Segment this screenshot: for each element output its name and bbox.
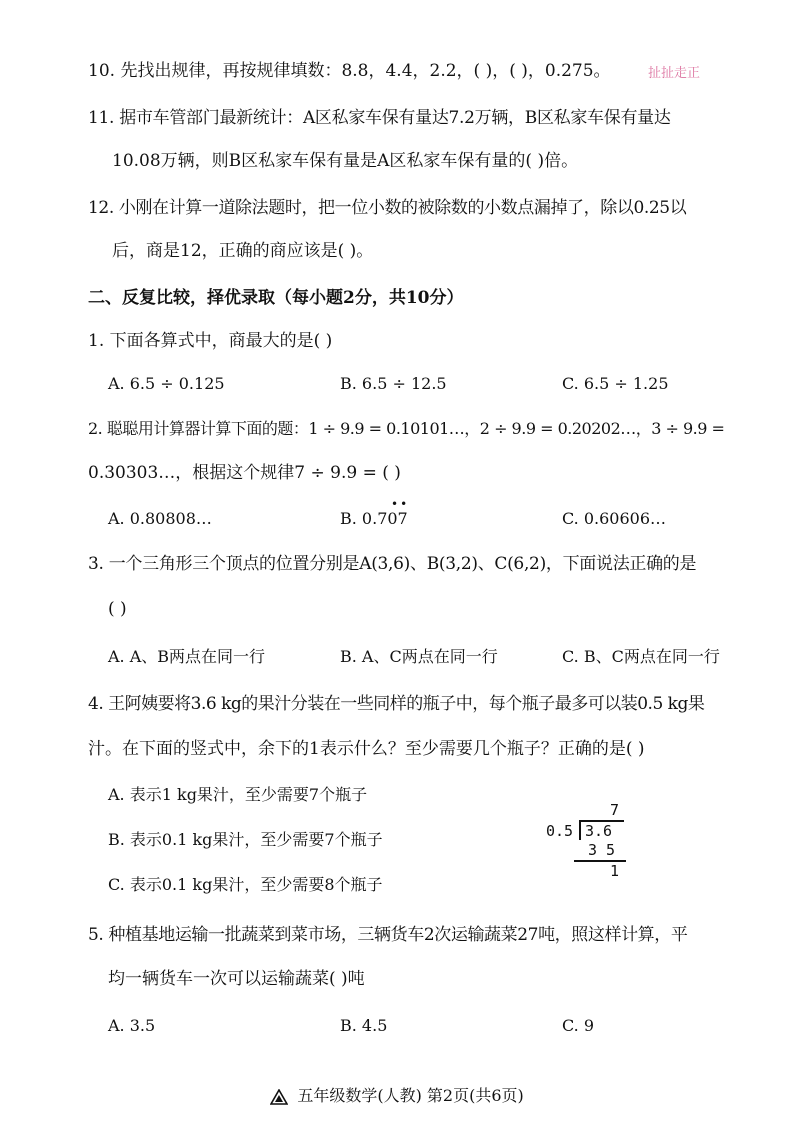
mc-1-stem: 1. 下面各算式中，商最大的是( ) bbox=[88, 331, 333, 351]
mc-3-line1: 3. 一个三角形三个顶点的位置分别是A(3,6)、B(3,2)、C(6,2)，下面说法正确的是 bbox=[88, 554, 697, 574]
mc-2-option-b: B. 0.707 bbox=[340, 509, 408, 528]
mc-5-option-c: C. 9 bbox=[562, 1016, 595, 1035]
question-12-line2: 后，商是12，正确的商应该是( )。 bbox=[112, 241, 374, 261]
division-divisor: 0.5 bbox=[546, 822, 574, 840]
footer-text: 五年级数学(人教) 第2页(共6页) bbox=[297, 1086, 524, 1105]
division-dividend: 3.6 bbox=[585, 822, 613, 840]
mc-5-option-b: B. 4.5 bbox=[340, 1016, 388, 1035]
mc-5-option-a: A. 3.5 bbox=[108, 1016, 156, 1035]
publisher-logo-icon bbox=[270, 1089, 288, 1105]
mc-1-option-a: A. 6.5 ÷ 0.125 bbox=[108, 374, 225, 393]
repeating-decimal-dots: •• bbox=[391, 497, 410, 511]
mc-3-option-c: C. B、C两点在同一行 bbox=[562, 647, 720, 666]
division-bracket bbox=[579, 820, 581, 840]
mc-2-option-a: A. 0.80808… bbox=[108, 509, 212, 528]
corner-stamp: 扯扯走正 bbox=[648, 66, 701, 81]
mc-5-line1: 5. 种植基地运输一批蔬菜到菜市场，三辆货车2次运输蔬菜27吨，照这样计算，平 bbox=[88, 925, 688, 945]
section-2-header: 二、反复比较，择优录取（每小题2分，共10分） bbox=[88, 288, 464, 308]
mc-4-option-c: C. 表示0.1 kg果汁，至少需要8个瓶子 bbox=[108, 875, 383, 894]
mc-1-option-c: C. 6.5 ÷ 1.25 bbox=[562, 374, 669, 393]
division-quotient: 7 bbox=[610, 801, 620, 819]
question-10: 10. 先找出规律，再按规律填数：8.8，4.4，2.2，( )，( )，0.275。 bbox=[88, 61, 611, 81]
page-footer bbox=[0, 1085, 794, 1107]
mc-4-option-b: B. 表示0.1 kg果汁，至少需要7个瓶子 bbox=[108, 830, 383, 849]
mc-4-line2: 汁。在下面的竖式中，余下的1表示什么？至少需要几个瓶子？正确的是( ) bbox=[88, 739, 645, 759]
mc-1-option-b: B. 6.5 ÷ 12.5 bbox=[340, 374, 447, 393]
mc-2-line2: 0.30303…，根据这个规律7 ÷ 9.9 = ( ) bbox=[88, 463, 401, 483]
mc-4-option-a: A. 表示1 kg果汁，至少需要7个瓶子 bbox=[108, 785, 368, 804]
division-product: 3 5 bbox=[588, 841, 616, 859]
mc-3-line2: ( ) bbox=[108, 599, 127, 619]
question-12-line1: 12. 小刚在计算一道除法题时，把一位小数的被除数的小数点漏掉了，除以0.25以 bbox=[88, 198, 687, 218]
question-11-line2: 10.08万辆，则B区私家车保有量是A区私家车保有量的( )倍。 bbox=[112, 151, 579, 171]
mc-2-line1: 2. 聪聪用计算器计算下面的题：1 ÷ 9.9 = 0.10101…，2 ÷ 9.9 = 0.20202…，3 ÷ 9.9 = bbox=[88, 419, 725, 438]
mc-5-line2: 均一辆货车一次可以运输蔬菜( )吨 bbox=[108, 969, 365, 989]
division-remainder: 1 bbox=[610, 862, 620, 880]
mc-3-option-a: A. A、B两点在同一行 bbox=[108, 647, 266, 666]
mc-2-option-c: C. 0.60606… bbox=[562, 509, 667, 528]
mc-4-line1: 4. 王阿姨要将3.6 kg的果汁分装在一些同样的瓶子中，每个瓶子最多可以装0.5 kg果 bbox=[88, 694, 705, 714]
mc-3-option-b: B. A、C两点在同一行 bbox=[340, 647, 498, 666]
question-11-line1: 11. 据市车管部门最新统计：A区私家车保有量达7.2万辆，B区私家车保有量达 bbox=[88, 108, 671, 128]
